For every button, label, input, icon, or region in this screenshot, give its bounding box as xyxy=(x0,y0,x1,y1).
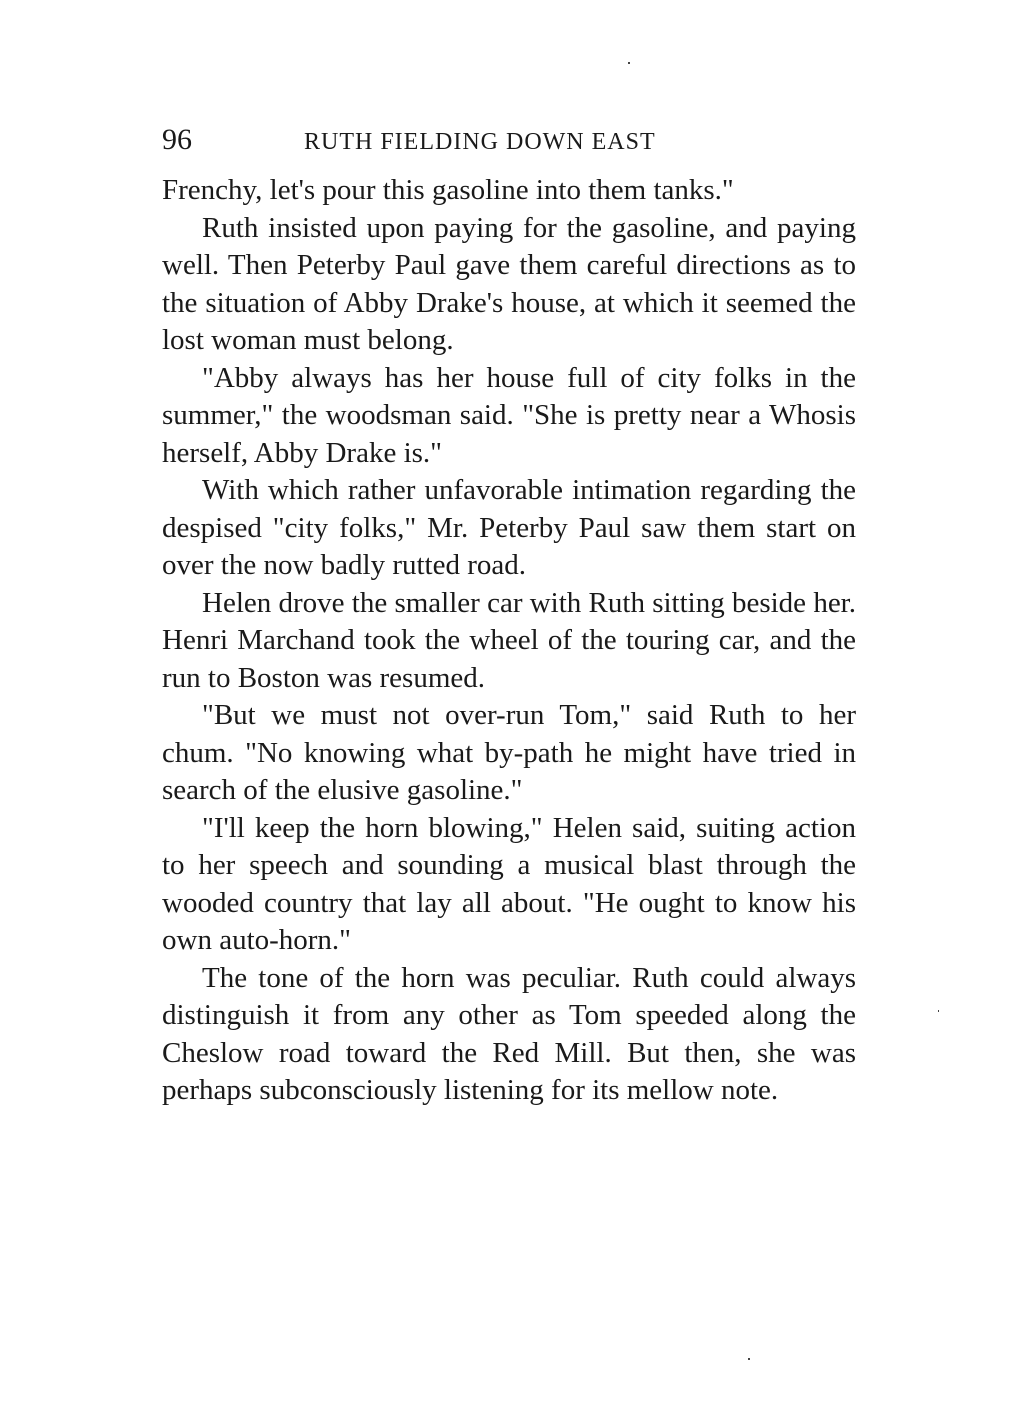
paragraph: The tone of the horn was peculiar. Ruth could always distinguish it from any other as Tom speeded along the Cheslow road toward the Red Mill. But then, she was perhaps subconsciously listening for its mellow note. xyxy=(162,961,856,1106)
paragraph: With which rather unfavorable intimation regarding the despised "city folks," Mr. Peterby Paul saw them start on over the now badly rutted road. xyxy=(162,474,856,581)
scan-speck xyxy=(748,1358,750,1360)
body-text xyxy=(162,172,856,1110)
running-head: RUTH FIELDING DOWN EAST xyxy=(304,129,656,155)
paragraph: "I'll keep the horn blowing," Helen said, suiting action to her speech and sounding a musical blast through the wooded country that lay all about. "He ought to know his own auto-horn." xyxy=(162,811,856,956)
paragraph: Frenchy, let's pour this gasoline into them tanks." xyxy=(162,174,734,206)
page-header xyxy=(162,122,856,158)
paragraph: "But we must not over-run Tom," said Ruth to her chum. "No knowing what by-path he might have tried in search of the elusive gasoline." xyxy=(162,699,856,806)
paragraph: Helen drove the smaller car with Ruth sitting beside her. Henri Marchand took the wheel of the touring car, and the run to Boston was resumed. xyxy=(162,586,856,694)
paragraph: Ruth insisted upon paying for the gasoline, and paying well. Then Peterby Paul gave them careful directions as to the situation of Abby Drake's house, at which it seemed the lost woman must belong. xyxy=(162,211,856,356)
page-number: 96 xyxy=(162,123,192,156)
scan-speck xyxy=(628,62,630,64)
paragraph: "Abby always has her house full of city folks in the summer," the woodsman said. "She is pretty near a Whosis herself, Abby Drake is." xyxy=(162,361,856,469)
scan-speck xyxy=(938,1010,939,1012)
